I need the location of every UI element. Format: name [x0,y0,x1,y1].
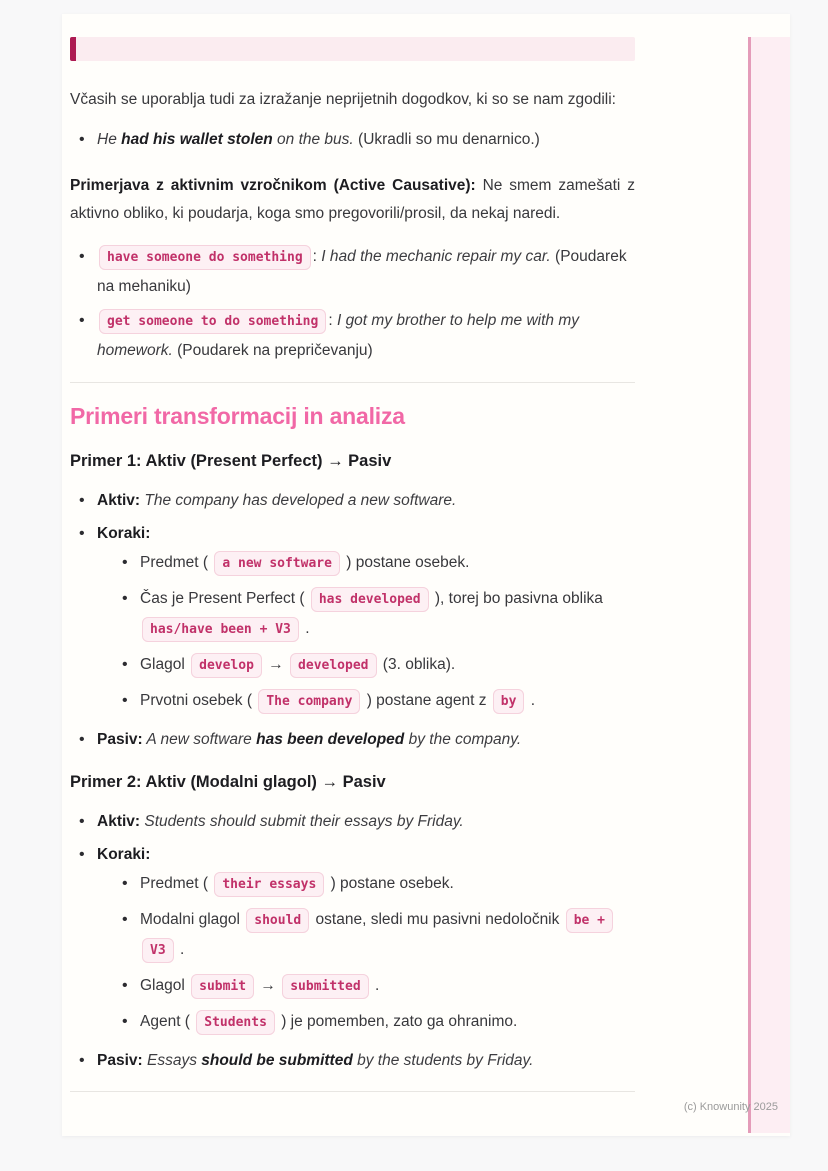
step-text: . [526,692,536,709]
step-text: (3. oblika). [378,656,456,673]
divider [70,382,635,383]
step-text: ) postane agent z [362,692,491,709]
inline-code-chip: develop [191,653,262,678]
inline-code-chip: has/have been + V3 [142,617,299,642]
pasiv-label: Pasiv: [97,1052,143,1069]
pasiv-pre: Essays [146,1052,202,1069]
causative-lead-bold: Primerjava z aktivnim vzročnikom (Active Causative): [70,177,476,194]
step-text: ostane, sledi mu pasivni nedoločnik [311,911,564,928]
aktiv-sentence: Students should submit their essays by Friday. [144,813,464,830]
inline-code-chip: The company [258,689,360,714]
page-edge-accent-column [751,37,790,1133]
koraki-label: Koraki: [97,525,151,542]
wallet-note: (Ukradli so mu denarnico.) [353,131,540,148]
step-text: ) postane osebek. [326,875,454,892]
koraki-label: Koraki: [97,846,151,863]
causative-list [70,242,635,366]
wallet-post: on the bus. [272,131,354,148]
wallet-example-list [70,126,635,154]
step-text: → [256,977,281,994]
inline-code-chip: have someone do something [99,245,311,270]
example-2-list [70,808,635,1075]
example-2-heading: Primer 2: Aktiv (Modalni glagol) → Pasiv [70,773,386,791]
pasiv-label: Pasiv: [97,731,143,748]
step-text: Prvotni osebek ( [140,692,257,709]
list-item [70,726,635,754]
inline-code-chip: developed [290,653,376,678]
step-text: Agent ( [140,1013,195,1030]
step-text: . [370,977,380,994]
causative-example: I had the mechanic repair my car. [321,248,551,265]
inline-code-chip: submit [191,974,254,999]
page-edge-accent-line [748,37,751,1133]
list-item [70,242,635,302]
page-content [70,37,635,1092]
inline-code-chip: their essays [214,872,324,897]
step-text: Čas je Present Perfect ( [140,590,309,607]
example-1-list [70,487,635,754]
divider [70,1091,635,1092]
aktiv-label: Aktiv: [97,813,141,830]
step-item [113,971,635,1001]
causative-example: I got my brother to help me with my homework. [97,312,580,359]
inline-code-chip: be + V3 [142,908,613,963]
list-item [70,1047,635,1075]
step-item [113,686,635,716]
inline-code-chip: by [493,689,525,714]
step-item [113,869,635,899]
chip-separator: : [328,312,337,329]
inline-code-chip: should [246,908,309,933]
inline-code-chip: Students [196,1010,275,1035]
step-text: → [263,656,289,673]
causative-paragraph [70,172,635,228]
list-item [70,306,635,366]
pasiv-bold: should be submitted [201,1052,353,1069]
pasiv-bold: has been developed [256,731,405,748]
step-text: Modalni glagol [140,911,245,928]
step-item [113,905,635,965]
causative-note: (Poudarek na mehaniku) [97,248,627,295]
inline-code-chip: submitted [282,974,368,999]
aktiv-sentence: The company has developed a new software. [144,492,457,509]
list-item [70,841,635,1037]
list-item [70,487,635,515]
callout-box-remainder [70,37,635,61]
section-heading: Primeri transformacij in analiza [70,403,405,429]
intro-paragraph [70,86,635,114]
step-item [113,584,635,644]
wallet-bold: had his wallet stolen [121,131,273,148]
step-text: Predmet ( [140,875,213,892]
steps-list [113,548,635,716]
document-page [62,14,790,1136]
inline-code-chip: a new software [214,551,340,576]
step-text: Glagol [140,656,190,673]
aktiv-label: Aktiv: [97,492,141,509]
example-1-heading: Primer 1: Aktiv (Present Perfect) → Pasiv [70,452,392,470]
step-text: . [300,620,310,637]
step-item [113,650,635,680]
causative-lead-rest: Ne smem zamešati z aktivno obliko, ki poudarja, koga smo pregovorili/prosil, da nekaj naredi. [70,177,635,222]
step-text: ) postane osebek. [341,554,470,571]
inline-code-chip: has developed [311,587,429,612]
step-text: ), torej bo pasivna oblika [430,590,603,607]
step-text: Glagol [140,977,190,994]
list-item [70,126,635,154]
pasiv-pre: A new software [146,731,257,748]
list-item [70,808,635,836]
steps-list [113,869,635,1037]
inline-code-chip: get someone to do something [99,309,326,334]
list-item [70,520,635,716]
chip-separator: : [312,248,322,265]
step-text: ) je pomemben, zato ga ohranimo. [276,1013,518,1030]
causative-note: (Poudarek na prepričevanju) [172,342,373,359]
step-item [113,1007,635,1037]
pasiv-post: by the students by Friday. [352,1052,534,1069]
intro-text: Včasih se uporablja tudi za izražanje neprijetnih dogodkov, ki so se nam zgodili: [70,91,616,108]
step-text: . [175,941,185,958]
step-text: Predmet ( [140,554,213,571]
footer-copyright: (c) Knowunity 2025 [683,1101,778,1113]
wallet-pre: He [97,131,122,148]
step-item [113,548,635,578]
pasiv-post: by the company. [404,731,522,748]
